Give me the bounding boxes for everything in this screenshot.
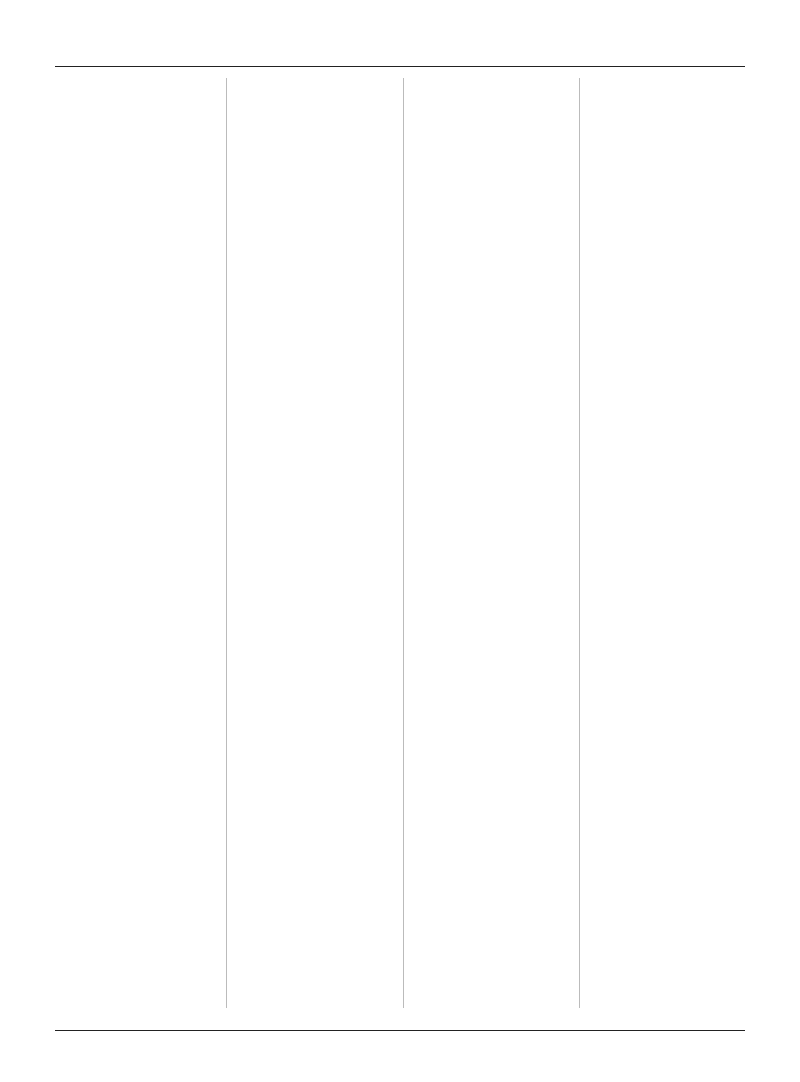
index-column-2 — [226, 78, 392, 1008]
index-columns — [55, 78, 745, 1008]
index-column-3 — [403, 78, 569, 1008]
page-footer — [55, 1030, 745, 1035]
page-header — [55, 36, 745, 67]
index-column-1 — [55, 78, 216, 1008]
index-column-4 — [579, 78, 745, 1008]
